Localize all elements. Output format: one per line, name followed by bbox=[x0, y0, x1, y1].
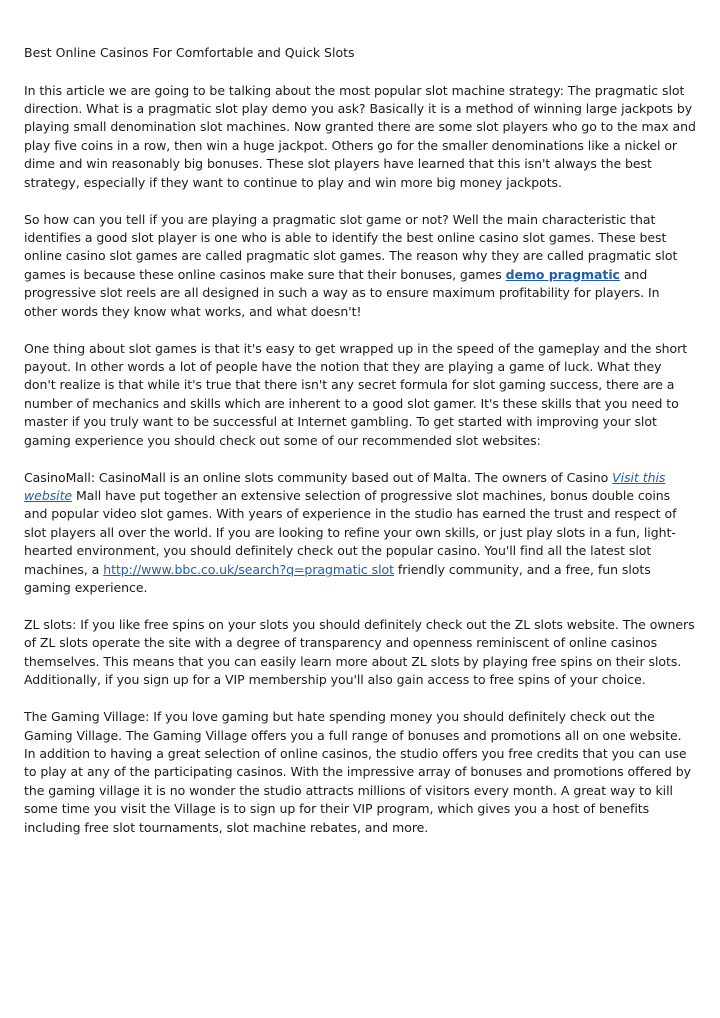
visit-website-link[interactable]: Visit this website bbox=[24, 469, 666, 503]
paragraph-casinomall-text-2: Mall have put together an extensive selection of progressive slot machines, bonus double coins and popular video slot games. With years of experience in the studio has earned the trust and respect of slot players all over the world. If you are looking to refine your own skills, or just play slots in a fun, light-hearted environment, you should definitely check out the popular casino. You'll find all the latest slot machines, a bbox=[24, 488, 677, 577]
demo-pragmatic-link[interactable]: demo pragmatic bbox=[505, 266, 620, 282]
paragraph-identify-text-2: and progressive slot reels are all designed in such a way as to ensure maximum profitability for players. In other words they know what works, and what doesn't! bbox=[24, 266, 660, 319]
paragraph-intro: In this article we are going to be talking about the most popular slot machine strategy: The pragmatic slot direction. What is a pragmatic slot play demo you ask? Basically it is a method of winning large jackpots by playing small denomination slot machines. Now granted there are some slot players who go to the max and play five coins in a row, then win a huge jackpot. Others go for the smaller denominations like a nickel or dime and win reasonably big bonuses. These slot players have learned that this isn't always the best strategy, especially if they want to continue to play and win more big money jackpots. bbox=[24, 82, 696, 190]
paragraph-identify-text-1: So how can you tell if you are playing a pragmatic slot game or not? Well the main characteristic that identifies a good slot player is one who is able to identify the best online casino slot games. These best online casino slot games are called pragmatic slot games. The reason why they are called pragmatic slot games is because these online casinos make sure that their bonuses, games bbox=[24, 211, 678, 282]
paragraph-casinomall-text-3: friendly community, and a free, fun slots gaming experience. bbox=[24, 561, 651, 596]
paragraph-identify bbox=[24, 211, 696, 321]
paragraph-gaming-village: The Gaming Village: If you love gaming but hate spending money you should definitely check out the Gaming Village. The Gaming Village offers you a full range of bonuses and promotions all on one website. In addition to having a great selection of online casinos, the studio offers you free credits that you can use to play at any of the participating casinos. With the impressive array of bonuses and promotions offered by the gaming village it is no wonder the studio attracts millions of visitors every month. A great way to kill some time you visit the Village is to sign up for their VIP program, which gives you a host of benefits including free slot tournaments, slot machine rebates, and more. bbox=[24, 709, 691, 835]
bbc-search-link[interactable]: http://www.bbc.co.uk/search?q=pragmatic slot bbox=[103, 561, 394, 577]
paragraph-casinomall bbox=[24, 469, 696, 598]
paragraph-zl-slots: ZL slots: If you like free spins on your slots you should definitely check out the ZL slots website. The owners of ZL slots operate the site with a degree of transparency and openness reminiscent of online casinos themselves. This means that you can easily learn more about ZL slots by playing free spins on their slots. Additionally, if you sign up for a VIP membership you'll also gain access to free spins of your choice. bbox=[24, 617, 695, 688]
document-title: Best Online Casinos For Comfortable and Quick Slots bbox=[24, 45, 355, 60]
paragraph-mechanics: One thing about slot games is that it's easy to get wrapped up in the speed of the gameplay and the short payout. In other words a lot of people have the notion that they are playing a game of luck. What they don't realize is that while it's true that there isn't any secret formula for slot gaming success, there are a number of mechanics and skills which are inherent to a good slot gamer. It's these skills that you need to master if you truly want to be successful at Internet gambling. To get started with improving your slot gaming experience you should check out some of our recommended slot websites: bbox=[24, 340, 688, 448]
paragraph-casinomall-text-1: CasinoMall: CasinoMall is an online slots community based out of Malta. The owners of Casino bbox=[24, 469, 613, 485]
